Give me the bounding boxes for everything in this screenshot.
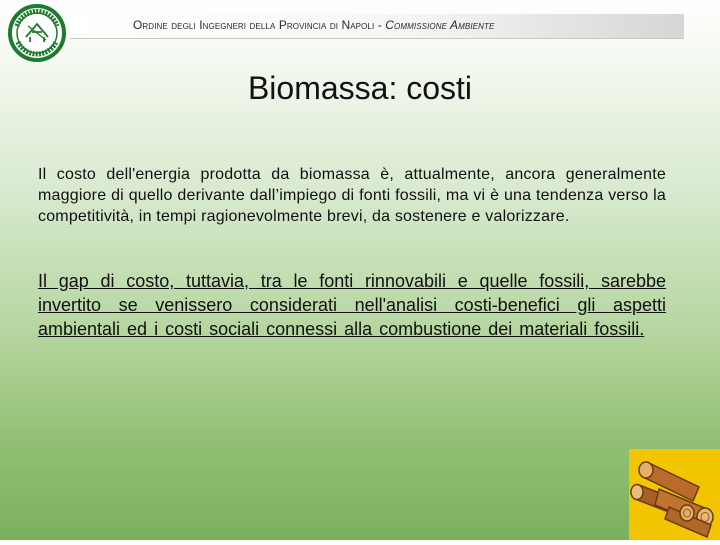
wood-illustration-box	[629, 449, 720, 540]
body-paragraph-gap: Il gap di costo, tuttavia, tra le fonti rinnovabili e quelle fossili, sarebbe invertito se venissero considerati nell'analisi costi-benefici gli aspetti ambientali ed i costi sociali connessi alla combustione dei materiali fossili.	[38, 271, 666, 339]
wood-logs-icon	[629, 449, 720, 540]
header-org: Ordine degli Ingegneri della Provincia di Napoli	[133, 18, 375, 32]
header-bar	[70, 14, 684, 39]
slide-title: Biomassa: costi	[247, 70, 473, 106]
header-separator: -	[374, 18, 386, 32]
body-paragraph-cost: Il costo dell'energia prodotta da biomassa è, attualmente, ancora generalmente maggiore di quello derivante dall’impiego di fonti fossili, ma vi è una tendenza verso la competitività, in tempi ragionevolmente brevi, da sostenere e valorizzare.	[38, 166, 666, 225]
header-text	[133, 18, 494, 32]
engineers-order-seal-icon	[8, 4, 66, 62]
header-commission: Commissione Ambiente	[385, 18, 495, 32]
